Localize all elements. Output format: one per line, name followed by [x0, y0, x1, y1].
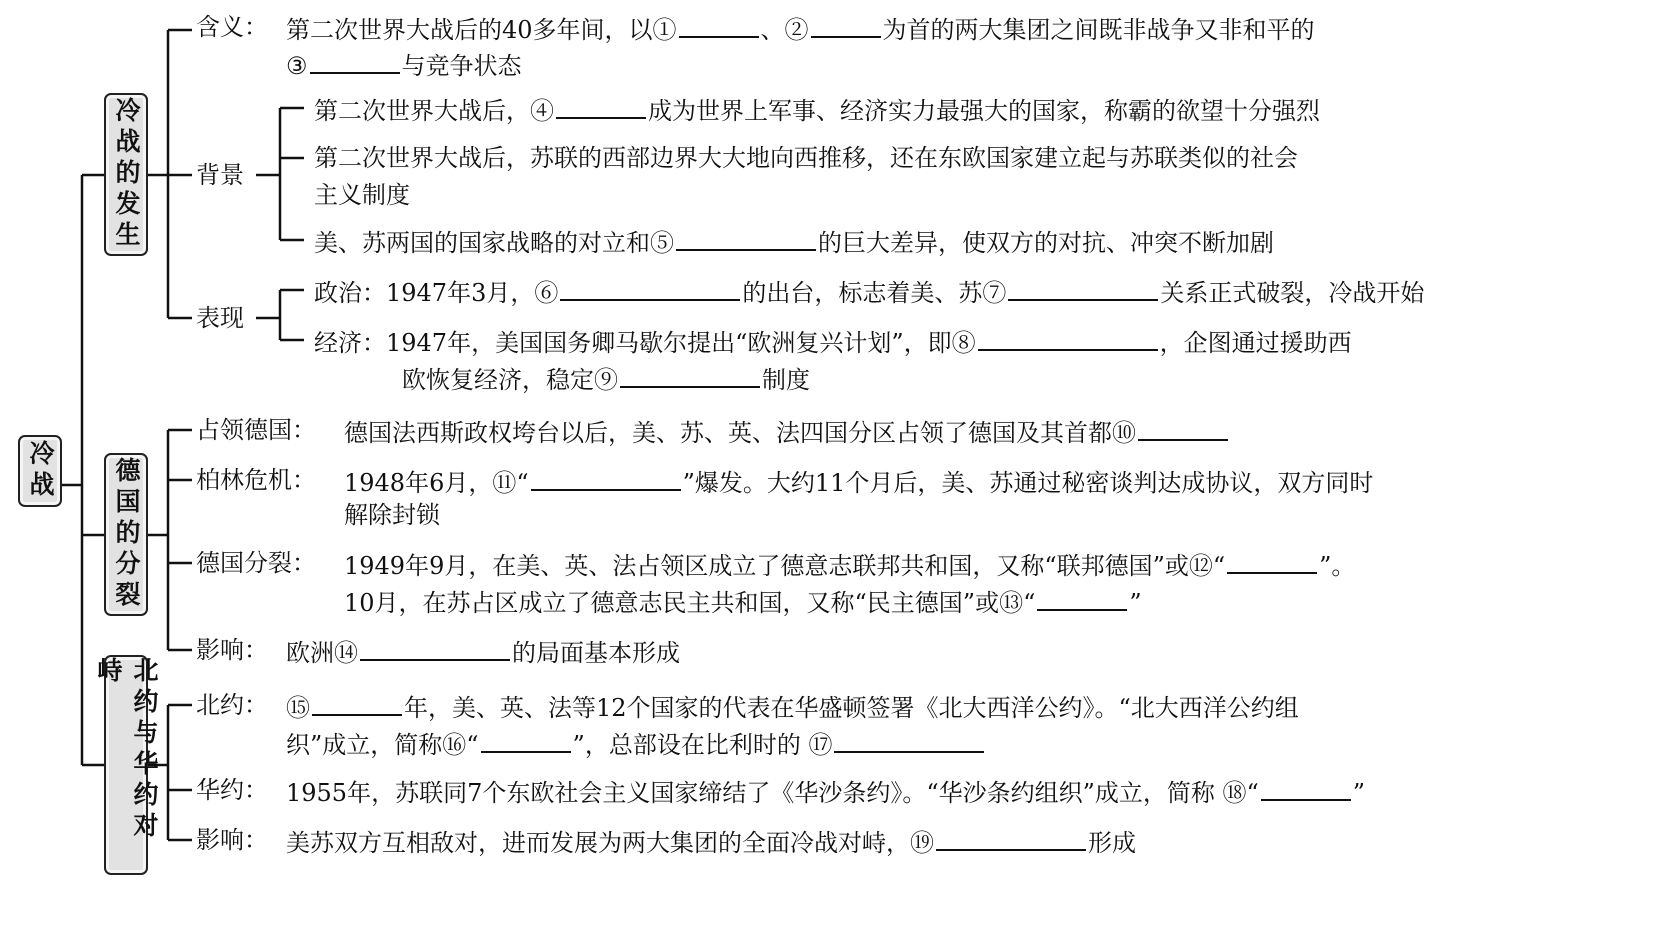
text-segment: ”，总部设在比利时的 ⑰: [572, 731, 833, 759]
item-label: 占领德国：: [196, 416, 316, 444]
content-line: [286, 12, 1315, 45]
item-label: 北约：: [196, 691, 268, 719]
content-line: [344, 415, 1230, 448]
item-label: 华约：: [196, 776, 268, 804]
answer-blank[interactable]: [978, 325, 1158, 351]
content-line: [344, 465, 1373, 498]
text-segment: 关系正式破裂，冷战开始: [1160, 279, 1425, 307]
text-segment: 欧洲⑭: [286, 639, 358, 667]
content-line: [344, 500, 440, 530]
text-segment: 的巨大差异，使双方的对抗、冲突不断加剧: [818, 229, 1274, 257]
section-label: 冷战的发生: [112, 97, 141, 252]
text-segment: ③: [286, 52, 308, 80]
answer-blank[interactable]: [312, 690, 402, 716]
text-segment: 1949年9月，在美、英、法占领区成立了德意志联邦共和国，又称“联邦德国”或⑫“: [344, 552, 1226, 580]
content-line: [286, 48, 522, 81]
text-segment: 年，美、英、法等12个国家的代表在华盛顿签署《北大西洋公约》。“北大西洋公约组: [404, 694, 1299, 722]
section-cold-war-origin: [104, 93, 148, 256]
text-segment: 美苏双方互相敌对，进而发展为两大集团的全面冷战对峙，⑲: [286, 829, 934, 857]
text-segment: ”。: [1319, 552, 1356, 580]
text-segment: 政治：1947年3月，⑥: [314, 279, 559, 307]
answer-blank[interactable]: [310, 48, 400, 74]
text-segment: 第二次世界大战后，④: [314, 97, 554, 125]
content-line: [344, 548, 1355, 581]
answer-blank[interactable]: [1008, 275, 1158, 301]
text-segment: 1948年6月，⑪“: [344, 469, 529, 497]
content-line: [314, 143, 1298, 173]
section-nato-warsaw: [94, 655, 159, 875]
text-segment: 第二次世界大战后的40多年间，以①: [286, 16, 677, 44]
text-segment: 的局面基本形成: [512, 639, 680, 667]
answer-blank[interactable]: [679, 12, 759, 38]
text-segment: ，企图通过援助西: [1159, 329, 1352, 357]
text-segment: ”爆发。大约11个月后，美、苏通过秘密谈判达成协议，双方同时: [682, 469, 1374, 497]
section-germany-division: [104, 453, 148, 616]
text-segment: 1955年，苏联同7个东欧社会主义国家缔结了《华沙条约》。“华沙条约组织”成立，简称 ⑱“: [286, 779, 1259, 807]
content-line: [286, 825, 1136, 858]
content-line: [314, 275, 1424, 308]
answer-blank[interactable]: [1138, 415, 1228, 441]
content-line: [314, 93, 1320, 126]
text-segment: 主义制度: [314, 181, 410, 209]
text-segment: 织”成立，简称⑯“: [286, 731, 479, 759]
answer-blank[interactable]: [1037, 585, 1127, 611]
text-segment: 形成: [1088, 829, 1136, 857]
item-label: 背景: [196, 161, 244, 189]
content-line: [314, 225, 1274, 258]
item-label: 德国分裂：: [196, 549, 316, 577]
content-line: [402, 362, 810, 395]
item-label: 影响：: [196, 636, 268, 664]
text-segment: 与竞争状态: [401, 52, 522, 80]
content-line: [314, 325, 1352, 358]
answer-blank[interactable]: [1227, 548, 1317, 574]
text-segment: 、②: [760, 16, 809, 44]
item-label: 表现: [196, 304, 244, 332]
text-segment: 美、苏两国的国家战略的对立和⑤: [314, 229, 674, 257]
content-line: [286, 635, 680, 668]
content-line: [286, 690, 1299, 723]
answer-blank[interactable]: [676, 225, 816, 251]
content-line: [314, 180, 410, 210]
answer-blank[interactable]: [481, 727, 571, 753]
text-segment: 制度: [762, 366, 810, 394]
text-segment: 经济：1947年，美国国务卿马歇尔提出“欧洲复兴计划”，即⑧: [314, 329, 976, 357]
answer-blank[interactable]: [834, 727, 984, 753]
root-label: 冷战: [26, 440, 55, 502]
content-line: [344, 585, 1142, 618]
answer-blank[interactable]: [531, 465, 681, 491]
text-segment: 为首的两大集团之间既非战争又非和平的: [882, 16, 1315, 44]
text-segment: 德国法西斯政权垮台以后，美、苏、英、法四国分区占领了德国及其首都⑩: [344, 419, 1136, 447]
item-label: 含义：: [196, 13, 268, 41]
text-segment: 的出台，标志着美、苏⑦: [742, 279, 1007, 307]
content-line: [286, 727, 986, 760]
text-segment: ”: [1352, 779, 1366, 807]
text-segment: 欧恢复经济，稳定⑨: [402, 366, 618, 394]
item-label: 柏林危机：: [196, 466, 316, 494]
text-segment: 解除封锁: [344, 501, 440, 529]
text-segment: 10月，在苏占区成立了德意志民主共和国，又称“民主德国”或⑬“: [344, 589, 1036, 617]
content-line: [286, 775, 1365, 808]
text-segment: 成为世界上军事、经济实力最强大的国家，称霸的欲望十分强烈: [648, 97, 1320, 125]
item-label: 影响：: [196, 826, 268, 854]
answer-blank[interactable]: [556, 93, 646, 119]
section-label: 北约与华约对峙: [94, 657, 159, 843]
answer-blank[interactable]: [560, 275, 740, 301]
text-segment: 第二次世界大战后，苏联的西部边界大大地向西推移，还在东欧国家建立起与苏联类似的社会: [314, 144, 1298, 172]
answer-blank[interactable]: [1261, 775, 1351, 801]
root-node: [18, 435, 62, 507]
section-label: 德国的分裂: [112, 457, 141, 612]
text-segment: ”: [1129, 589, 1142, 617]
answer-blank[interactable]: [811, 12, 881, 38]
text-segment: ⑮: [286, 694, 310, 722]
answer-blank[interactable]: [620, 362, 760, 388]
answer-blank[interactable]: [936, 825, 1086, 851]
answer-blank[interactable]: [360, 635, 510, 661]
